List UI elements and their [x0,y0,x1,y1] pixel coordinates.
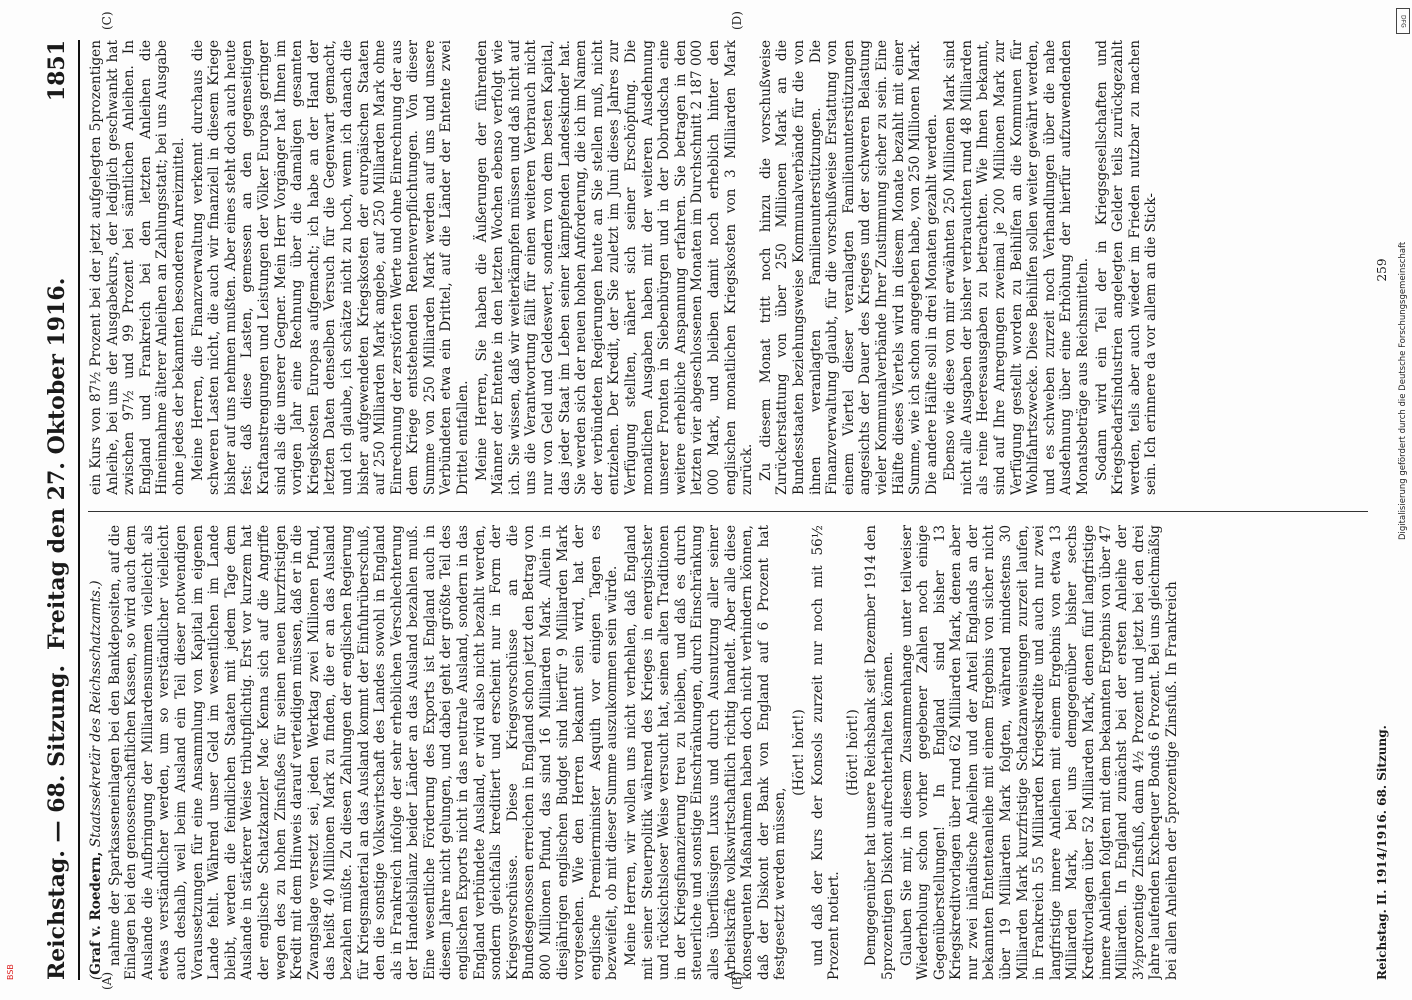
header-page-number: 1851 [44,40,70,102]
paragraph: Meine Herren, Sie haben die Äußerungen der führenden Männer der Entente in den letzten Wochen ebenso verfolgt wie ich. Sie wissen, daß wir weiterkämpfen müssen und daß nicht auf uns die Verantwortung fällt für einen weiteren Verbrauch nicht nur von Geld und Geldeswert, sondern von dem besten Kapital, das jeder Staat im Leben seiner kämpfenden Landeskinder hat. Sie werden sich der neuen hohen Anforderung, die ich im Namen der verbündeten Regierungen heute an Sie stellen muß, nicht entziehen. Der Kredit, der Sie zuletzt im Juni dieses Jahres zur Verfügung stellten, nähert sich seiner Erschöpfung. Die monatlichen Ausgaben haben mit der weiteren Ausdehnung unserer Fronten in Siebenbürgen und in der Dobrudscha eine weitere erhebliche Anspannung erfahren. Sie betragen in den letzten vier abgeschlossenen Monaten im Durchschnitt 2 187 000 000 Mark, und bleiben damit noch erheblich hinter den englischen monatlichen Kriegskosten von 3 Milliarden Mark zurück. [473,40,756,495]
header-date: Freitag den 27. Oktober 1916. [44,277,70,650]
margin-marker-a: (A) [100,971,114,990]
page-header [40,40,80,980]
speaker-role: Staatssekretär des Reichsschatzamts. [88,585,104,848]
text-column-right [88,40,1368,495]
page-footer: Reichstag. II. 1914/1916. 68. Sitzung. [1375,725,1389,980]
library-mark: BSB [6,964,15,980]
speaker-name: Graf v. Roedern, [88,851,104,975]
paragraph: Glauben Sie mir, in diesem Zusammenhange unter teilweiser Wiederholung schon vorher gegebener Zahlen noch einige Gegenüberstellungen! In England sind bisher 13 Kriegskreditvorlagen über rund 62 Milliarden Mark, denen aber nur zwei inländische Anleihen und der Anteil Englands an der bekannten Ententeanleihe mit einem Ergebnis von sicher nicht über 19 Milliarden Mark folgten, während mindestens 30 Milliarden Mark kurzfristige Schatzanweisungen zurzeit laufen, in Frankreich 55 Milliarden Kriegskredite und auch nur zwei langfristige innere Anleihen mit einem Ergebnis von etwa 13 Milliarden Mark, bei uns demgegenüber bisher sechs Kreditvorlagen über 52 Milliarden Mark, denen fünf langfristige innere Anleihen folgten mit dem bekannten Ergebnis von über 47 Milliarden. In England zunächst bei der ersten Anleihe der 3½prozentige Zinsfuß, dann 4½ Prozent und jetzt bei den drei Jahre laufenden Exchequer Bonds 6 Prozent. Bei uns gleichmäßig bei allen Anleihen der 5prozentige Zinsfuß. In Frankreich [898,525,1180,980]
speaker-line: (Graf v. Roedern, Staatssekretär des Reichsschatzamts.) [88,580,104,980]
paragraph: Demgegenüber hat unsere Reichsbank seit Dezember 1914 den 5prozentigen Diskont aufrechterhalten können. [863,525,896,980]
paragraph: Zu diesem Monat tritt noch hinzu die vorschußweise Zurückerstattung von über 250 Millionen Mark an die Bundesstaaten beziehungsweise Kommunalverbände für die von ihnen veranlagten Familienunterstützungen. Die Finanzverwaltung glaubt, für die vorschußweise Erstattung von einem Viertel dieser veranlagten Familienunterstützungen angesichts der Dauer des Krieges und der schweren Belastung vieler Kommunalverbände Ihrer Zustimmung sicher zu sein. Eine Hälfte dieses Viertels wird in diesem Monate bezahlt mit einer Summe, wie ich schon angegeben habe, von 250 Millionen Mark. Die andere Hälfte soll in drei Monaten gezahlt werden. [757,40,940,495]
margin-marker-d: (D) [730,11,744,30]
digitization-credit: Digitalisierung gefördert durch die Deutsche Forschungsgemeinschaft [1398,241,1408,540]
margin-marker-c: (C) [100,11,114,30]
text-column-left [88,525,1368,980]
footer-page-number: 259 [1375,258,1389,282]
header-session: Reichstag. — 68. Sitzung. [44,664,70,980]
paragraph: nahme der Sparkasseneinlagen bei den Bankdepositen, auf die Einlagen bei den genossenschaftlichen Kassen, so wird auch dem Auslande die Aufbringung der Milliardensummen vielleicht als etwas verständlicher werden, um so verständlicher vielleicht auch deshalb, weil beim Ausland ein Teil dieser notwendigen Voraussetzungen für eine Ansammlung von Kapital im eigenen Lande fehlt. Während unser Geld im wesentlichen im Lande bleibt, werden die feindlichen Staaten mit jedem Tage dem Auslande in stärkerer Weise tributpflichtig. Erst vor kurzem hat der englische Schatzkanzler Mac Kenna sich auf die Angriffe wegen des zu hohen Zinsfußes für seinen neuen kurzfristigen Kredit mit dem Hinweis darauf verteidigen müssen, daß er in die Zwangslage versetzt sei, jeden Werktag zwei Millionen Pfund, das heißt 40 Millionen Mark zu finden, die er an das Ausland bezahlen müßte. Zu diesen Zahlungen der englischen Regierung für Kriegsmaterial an das Ausland kommt der Einfuhrüberschuß, den die sonstige Volkswirtschaft des Landes sowohl in England als in Frankreich infolge der sehr erheblichen Verschlechterung der Handelsbilanz beider Länder an das Ausland bezahlen muß. Eine wesentliche Förderung des Exports ist England auch in diesem Jahre nicht gelungen, und dabei geht der größte Teil des englischen Exports nicht in das neutrale Ausland, sondern in das England verbündete Ausland, er wird also nicht bezahlt werden, sondern gleichfalls kreditiert und erscheint nur in Form der Kriegsvorschüsse. Diese Kriegsvorschüsse an die Bundesgenossen erreichen in England schon jetzt den Betrag von 800 Millionen Pfund, das sind 16 Milliarden Mark. Allein in diesjährigen englischen Budget sind hierfür 9 Milliarden Mark vorgesehen. Wie den Herren bekannt sein wird, hat der englische Premierminister Asquith vor einigen Tagen es bezweifelt, ob mit dieser Summe auszukommen sein würde. [106,525,621,980]
column-divider [88,511,1368,512]
dfg-logo: DFG [1396,8,1410,34]
paragraph: Meine Herren, die Finanzverwaltung verkennt durchaus die schweren Lasten nicht, die auch wir finanziell in diesem Kriege bisher auf uns nehmen mußten. Aber eines steht doch auch heute fest: daß diese Lasten, gemessen an den gegenseitigen Kraftanstrengungen und Leistungen der Völker Europas geringer sind als die unserer Gegner. Mein Herr Vorgänger hat Ihnen im vorigen Jahr eine Rechnung über die damaligen gesamten Kriegskosten Europas aufgemacht; ich habe an der Hand der letzten Daten denselben Versuch für die Gegenwart gemacht, und ich glaube, ich schätze nicht zu hoch, wenn ich danach die bisher aufgewendeten Kriegskosten der europäischen Staaten auf 250 Milliarden Mark angebe, auf 250 Milliarden Mark ohne Einrechnung der zerstörten Werte und ohne Einrechnung der aus dem Kriege entstehenden Rentenverpflichtungen. Von dieser Summe von 250 Milliarden Mark werden auf uns und unsere Verbündeten etwa ein Drittel, auf die Länder der Entente zwei Drittel entfallen. [189,40,472,495]
interjection: (Hört! hört!) [844,709,861,796]
paragraph: Meine Herren, wir wollen uns nicht verhehlen, daß England mit seiner Steuerpolitik während des Krieges in energischster und rücksichtsloser Weise versucht hat, seinen alten Traditionen in der Kriegsfinanzierung treu zu bleiben, und daß es durch steuerliche und sonstige Einschränkungen, durch Einschränkung alles überflüssigen Luxus und durch Ausnutzung aller seiner Arbeitskräfte volkswirtschaftlich richtig handelt. Aber alle diese konsequenten Maßnahmen haben doch nicht verhindern können, daß der Diskont der Bank von England auf 6 Prozent hat festgesetzt werden müssen, [623,525,789,980]
paragraph: und daß der Kurs der Konsols zurzeit nur noch mit 56½ Prozent notiert. [809,525,843,980]
margin-marker-b: (B) [730,971,744,990]
paragraph: ein Kurs von 87½ Prozent bei der jetzt aufgelegten 5prozentigen Anleihe, bei uns der Ausgabekurs, der lediglich geschwankt hat zwischen 97½ und 99 Prozent bei sämtlichen Anleihen. In England und Frankreich bei den letzten Anleihen die Hineinnahme älterer Anleihen an Zahlungsstatt; bei uns Ausgabe ohne jedes der bekannten besonderen Anreizmittel. [88,40,187,495]
paragraph: Sodann wird ein Teil der in Kriegsgesellschaften und Kriegsbedarfsindustrien angelegten Gelder teils zurückgezahlt werden, teils aber auch wieder im Frieden nutzbar zu machen sein. Ich erinnere da vor allem an die Stick- [1093,40,1160,495]
interjection: (Hört! hört!) [790,709,807,796]
paragraph: Ebenso wie diese von mir erwähnten 250 Millionen Mark sind nicht alle Ausgaben der bisher verbrauchten rund 48 Milliarden als reine Heeresausgaben zu betrachten. Wie Ihnen bekannt, sind auf Ihre Anregungen zweimal je 200 Millionen Mark zur Verfügung gestellt worden zu Beihilfen an die Kommunen für Wohlfahrtszwecke. Diese Beihilfen sollen weiter gewährt werden, und es schweben zurzeit noch Verhandlungen über die nahe Ausdehnung über eine Erhöhung der hierfür aufzuwendenden Monatsbeträge aus Reichsmitteln. [942,40,1092,495]
